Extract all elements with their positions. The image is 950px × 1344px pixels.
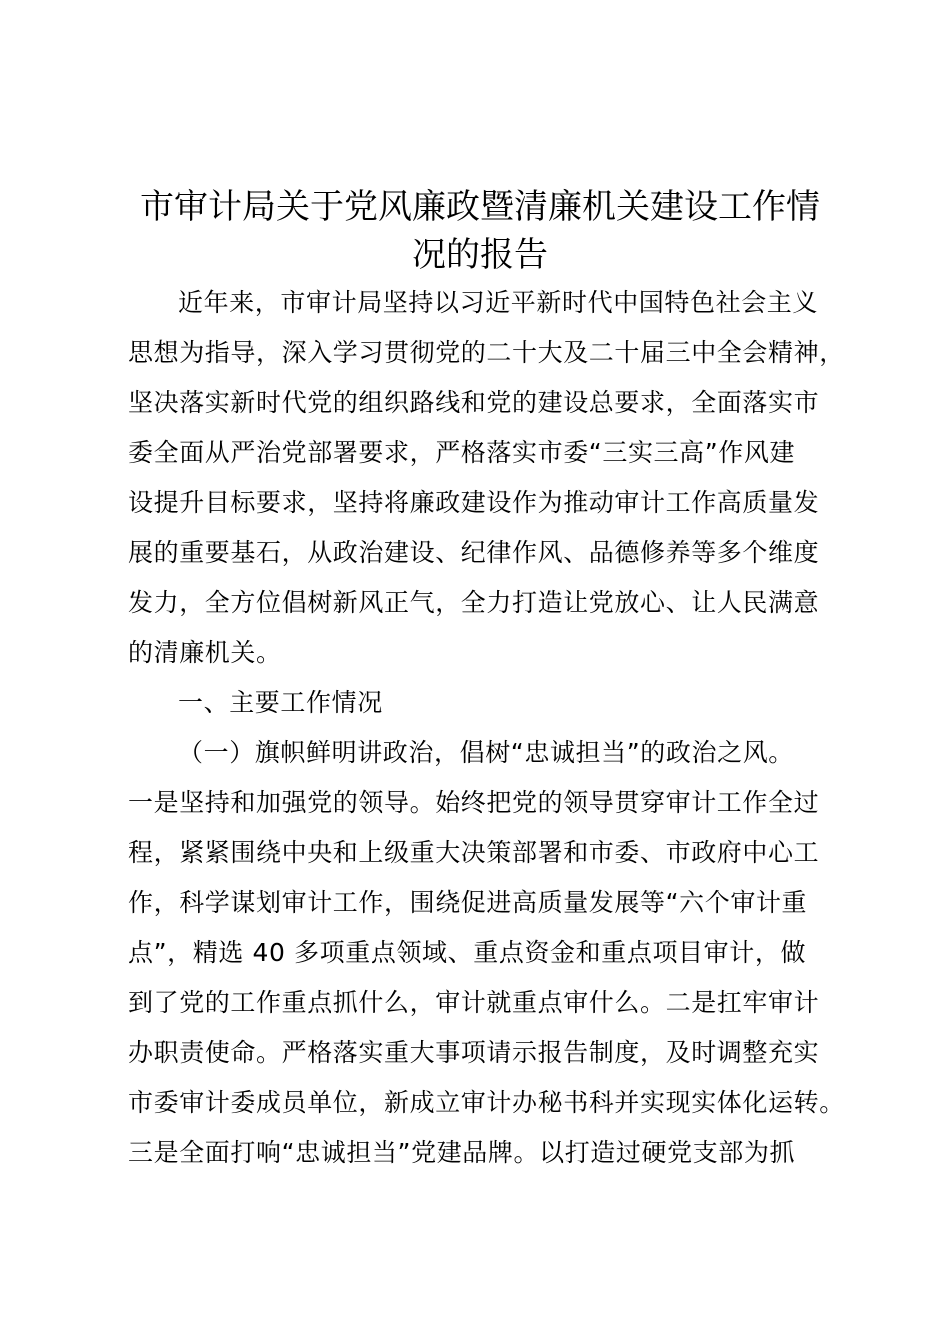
body-line-7: 发力，全方位倡树新风正气，全力打造让党放心、让人民满意: [128, 588, 820, 617]
document-title-line-1: 市审计局关于党风廉政暨清廉机关建设工作情: [140, 187, 820, 227]
body-line-12: 程，紧紧围绕中央和上级重大决策部署和市委、市政府中心工: [128, 838, 820, 867]
body-line-18: 三是全面打响“忠诚担当”党建品牌。以打造过硬党支部为抓: [128, 1138, 796, 1167]
body-line-17: 市委审计委成员单位，新成立审计办秘书科并实现实体化运转。: [128, 1088, 845, 1117]
body-line-4: 委全面从严治党部署要求，严格落实市委“三实三高”作风建: [128, 438, 796, 467]
body-line-8: 的清廉机关。: [128, 638, 282, 667]
body-line-2: 思想为指导，深入学习贯彻党的二十大及二十届三中全会精神，: [128, 338, 845, 367]
body-line-11: 一是坚持和加强党的领导。始终把党的领导贯穿审计工作全过: [128, 788, 820, 817]
body-line-6: 展的重要基石，从政治建设、纪律作风、品德修养等多个维度: [128, 538, 820, 567]
body-line-14: 点”，精选 40 多项重点领域、重点资金和重点项目审计，做: [128, 938, 807, 967]
document-title-line-2: 况的报告: [412, 235, 548, 275]
body-line-5: 设提升目标要求，坚持将廉政建设作为推动审计工作高质量发: [128, 488, 820, 517]
body-line-3: 坚决落实新时代党的组织路线和党的建设总要求，全面落实市: [128, 388, 820, 417]
body-line-15: 到了党的工作重点抓什么，审计就重点审什么。二是扛牢审计: [128, 988, 820, 1017]
subsection-heading: （一）旗帜鲜明讲政治，倡树“忠诚担当”的政治之风。: [178, 738, 794, 767]
body-line-16: 办职责使命。严格落实重大事项请示报告制度，及时调整充实: [128, 1038, 820, 1067]
body-line-1: 近年来，市审计局坚持以习近平新时代中国特色社会主义: [178, 288, 819, 317]
section-heading: 一、主要工作情况: [178, 688, 383, 717]
body-line-13: 作，科学谋划审计工作，围绕促进高质量发展等“六个审计重: [128, 888, 808, 917]
